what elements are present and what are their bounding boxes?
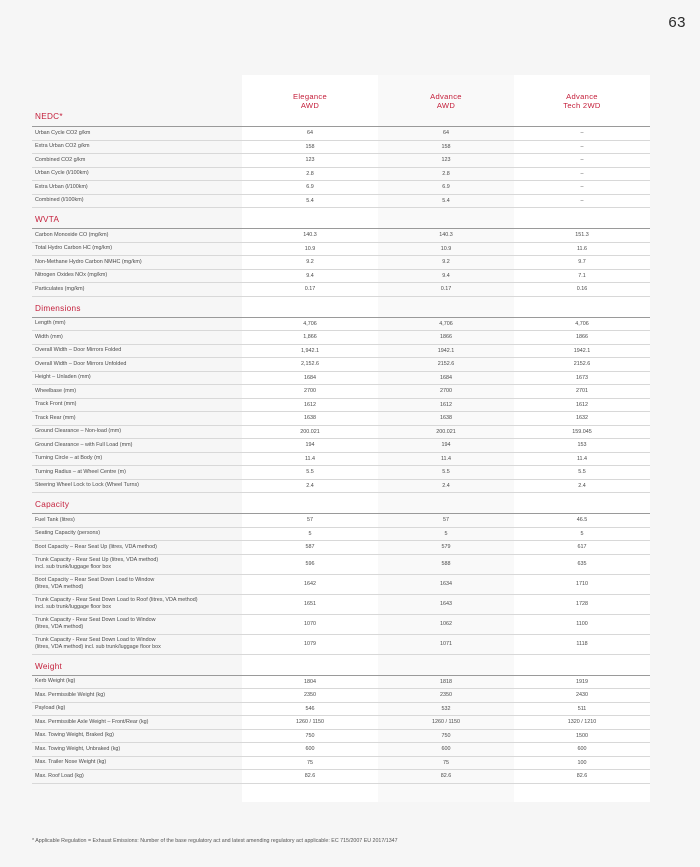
value-cell-col1: 600 xyxy=(305,746,315,753)
row-label xyxy=(32,759,242,766)
row-label-line1: Overall Width – Door Mirrors Unfolded xyxy=(35,360,127,367)
row-label xyxy=(32,197,242,204)
value-cell-col1: 194 xyxy=(305,442,315,449)
row-label xyxy=(32,272,242,279)
row-label xyxy=(32,455,242,462)
row-label xyxy=(32,388,242,395)
table-row xyxy=(32,555,650,575)
row-label-line2: incl. sub trunk/luggage floor box xyxy=(35,604,112,610)
value-cell-col1: 2.8 xyxy=(306,170,314,177)
value-cell-col1: 158 xyxy=(305,143,315,150)
table-row xyxy=(32,345,650,359)
value-cell-col3: 11.4 xyxy=(576,455,588,462)
value-cell-col3: 46.5 xyxy=(576,517,588,524)
value-cell-col3: 7.1 xyxy=(578,272,586,279)
row-label xyxy=(32,401,242,408)
table-row xyxy=(32,141,650,155)
table-row xyxy=(32,480,650,494)
row-label xyxy=(32,597,242,611)
value-cell-col3: 0.16 xyxy=(576,286,588,293)
row-label xyxy=(32,334,242,341)
footnote: * Applicable Regulation = Exhaust Emissions: Number of the base regulatory act and latest amending regulatory act applicable: EC 715/2007 EU 2017/1347 xyxy=(32,838,398,844)
value-cell-col3: – xyxy=(580,197,584,204)
table-row xyxy=(32,689,650,703)
value-cell-col1: 200.021 xyxy=(300,428,320,435)
value-cell-col2: 5.4 xyxy=(442,197,450,204)
value-cell-col1: 587 xyxy=(305,544,315,551)
row-label xyxy=(32,442,242,449)
value-cell-col2: 2.4 xyxy=(442,482,450,489)
row-label-line1: Height – Unladen (mm) xyxy=(35,374,91,381)
row-label-line1: Non-Methane Hydro Carbon NMHC (mg/km) xyxy=(35,258,142,265)
value-cell-col1: 1,866 xyxy=(303,334,317,341)
table-row xyxy=(32,595,650,615)
value-cell-col1: 750 xyxy=(305,732,315,739)
row-label xyxy=(32,705,242,712)
table-row xyxy=(32,541,650,555)
table-row xyxy=(32,318,650,332)
value-cell-col1: 5 xyxy=(308,530,312,537)
row-label-line1: Turning Radius – at Wheel Centre (m) xyxy=(35,468,126,475)
table-row xyxy=(32,127,650,141)
row-label xyxy=(32,732,242,739)
value-cell-col3: – xyxy=(580,143,584,150)
value-cell-col2: 5.5 xyxy=(442,469,450,476)
value-cell-col2: 1643 xyxy=(440,601,452,607)
row-label-line1: Wheelbase (mm) xyxy=(35,387,77,394)
row-label xyxy=(32,746,242,753)
value-cell-col3: 1118 xyxy=(576,641,588,647)
row-label xyxy=(32,469,242,476)
value-cell-col3: – xyxy=(580,157,584,164)
value-cell-col1: 0.17 xyxy=(304,286,316,293)
row-label-line1: Track Rear (mm) xyxy=(35,414,76,421)
value-cell-col1: 1684 xyxy=(304,374,316,381)
row-label-line2: incl. sub trunk/luggage floor box xyxy=(35,564,112,570)
value-cell-col2: 82.6 xyxy=(440,773,452,780)
value-cell-col2: 9.4 xyxy=(442,272,450,279)
value-cell-col2: 1866 xyxy=(440,334,452,341)
row-label xyxy=(32,170,242,177)
value-cell-col3: 1942.1 xyxy=(573,347,591,354)
value-cell-col1: 2700 xyxy=(304,388,316,395)
table-row xyxy=(32,270,650,284)
value-cell-col2: 10.9 xyxy=(440,245,452,252)
row-label-line1: Trunk Capacity - Rear Seat Up (litres, VDA method) xyxy=(35,557,159,563)
table-row xyxy=(32,243,650,257)
table-row xyxy=(32,730,650,744)
value-cell-col1: 9.2 xyxy=(306,259,314,266)
table-row xyxy=(32,757,650,771)
value-cell-col3: – xyxy=(580,130,584,137)
row-label-line1: Extra Urban (l/100km) xyxy=(35,183,88,190)
row-label xyxy=(32,577,242,591)
row-label-line2: (litres, VDA method) xyxy=(35,624,84,630)
row-label-line1: Max. Trailer Nose Weight (kg) xyxy=(35,759,107,766)
value-cell-col2: 11.4 xyxy=(440,455,452,462)
value-cell-col1: 1070 xyxy=(304,621,316,627)
value-cell-col1: 1638 xyxy=(304,415,316,422)
row-label-line1: Total Hydro Carbon HC (mg/km) xyxy=(35,245,112,252)
table-row xyxy=(32,466,650,480)
value-cell-col1: 1,942.1 xyxy=(301,347,319,354)
row-label xyxy=(32,320,242,327)
row-label xyxy=(32,719,242,726)
row-label-line1: Nitrogen Oxides NOx (mg/km) xyxy=(35,272,108,279)
value-cell-col1: 6.9 xyxy=(306,184,314,191)
table-row xyxy=(32,283,650,297)
value-cell-col1: 1612 xyxy=(304,401,316,408)
value-cell-col2: 0.17 xyxy=(440,286,452,293)
row-label-line1: Steering Wheel Lock to Lock (Wheel Turns) xyxy=(35,482,139,489)
value-cell-col3: 617 xyxy=(577,544,587,551)
value-cell-col1: 1260 / 1150 xyxy=(295,719,325,726)
value-cell-col3: 1632 xyxy=(576,415,588,422)
table-row xyxy=(32,615,650,635)
table-row xyxy=(32,385,650,399)
value-cell-col3: 82.6 xyxy=(576,773,588,780)
value-cell-col2: 2152.6 xyxy=(437,361,455,368)
row-label xyxy=(32,232,242,239)
row-label-line1: Payload (kg) xyxy=(35,705,66,712)
table-row xyxy=(32,426,650,440)
value-cell-col3: 5 xyxy=(580,530,584,537)
value-cell-col2: 2.8 xyxy=(442,170,450,177)
section-wvta xyxy=(32,209,650,297)
value-cell-col3: 9.7 xyxy=(578,259,586,266)
row-label-line1: Max. Permissible Axle Weight – Front/Rear (kg) xyxy=(35,718,149,725)
value-cell-col1: 75 xyxy=(307,759,313,766)
value-cell-col2: 1260 / 1150 xyxy=(431,719,461,726)
table-row xyxy=(32,743,650,757)
value-cell-col1: 1804 xyxy=(304,678,316,685)
row-label-line1: Carbon Monoxide CO (mg/km) xyxy=(35,231,109,238)
row-label-line1: Boot Capacity – Rear Seat Up (litres, VDA method) xyxy=(35,543,157,550)
value-cell-col3: – xyxy=(580,170,584,177)
column-header-3 xyxy=(514,92,650,110)
section-title: Weight xyxy=(32,656,650,676)
value-cell-col2: 158 xyxy=(441,143,451,150)
row-label xyxy=(32,361,242,368)
value-cell-col1: 2350 xyxy=(304,692,316,699)
row-label-line1: Turning Circle – at Body (m) xyxy=(35,455,103,462)
value-cell-col1: 10.9 xyxy=(304,245,316,252)
column-header-1 xyxy=(242,92,378,110)
row-label xyxy=(32,678,242,685)
column-header-line2: Tech 2WD xyxy=(563,101,601,110)
row-label xyxy=(32,544,242,551)
row-label-line1: Fuel Tank (litres) xyxy=(35,516,75,523)
row-label-line1: Max. Permissible Weight (kg) xyxy=(35,691,105,698)
value-cell-col1: 9.4 xyxy=(306,272,314,279)
section-title: WVTA xyxy=(32,209,650,229)
row-label-line1: Width (mm) xyxy=(35,333,63,340)
table-row xyxy=(32,195,650,209)
value-cell-col2: 75 xyxy=(443,759,449,766)
value-cell-col2: 1942.1 xyxy=(437,347,455,354)
spec-sections xyxy=(32,75,650,784)
value-cell-col2: 200.021 xyxy=(436,428,456,435)
value-cell-col3: 1612 xyxy=(576,401,588,408)
value-cell-col2: 123 xyxy=(441,157,451,164)
value-cell-col3: 1673 xyxy=(576,374,588,381)
value-cell-col3: 635 xyxy=(577,561,587,567)
value-cell-col3: 2701 xyxy=(576,388,588,395)
value-cell-col3: 2430 xyxy=(576,692,588,699)
table-row xyxy=(32,181,650,195)
row-label-line2: (litres, VDA method) incl. sub trunk/luggage floor box xyxy=(35,644,161,650)
value-cell-col3: 1100 xyxy=(576,621,588,627)
value-cell-col2: 1071 xyxy=(440,641,452,647)
row-label xyxy=(32,286,242,293)
row-label xyxy=(32,692,242,699)
page-number: 63 xyxy=(668,14,686,31)
column-header-line1: Elegance xyxy=(292,92,328,101)
table-row xyxy=(32,514,650,528)
value-cell-col3: – xyxy=(580,184,584,191)
row-label-line1: Ground Clearance – Non-load (mm) xyxy=(35,428,121,435)
row-label-line1: Trunk Capacity - Rear Seat Down Load to Roof (litres, VDA method) xyxy=(35,597,198,603)
value-cell-col1: 1642 xyxy=(304,581,316,587)
value-cell-col2: 1612 xyxy=(440,401,452,408)
value-cell-col1: 1079 xyxy=(304,641,316,647)
row-label xyxy=(32,415,242,422)
column-header-line1: Advance xyxy=(566,92,598,101)
value-cell-col2: 1062 xyxy=(440,621,452,627)
table-row xyxy=(32,331,650,345)
row-label-line1: Extra Urban CO2 g/km xyxy=(35,143,90,150)
row-label-line1: Trunk Capacity - Rear Seat Down Load to Window xyxy=(35,617,156,623)
value-cell-col2: 194 xyxy=(441,442,451,449)
value-cell-col3: 5.5 xyxy=(578,469,586,476)
value-cell-col1: 123 xyxy=(305,157,315,164)
row-label xyxy=(32,482,242,489)
row-label-line1: Length (mm) xyxy=(35,320,66,327)
table-row xyxy=(32,168,650,182)
value-cell-col1: 2.4 xyxy=(306,482,314,489)
value-cell-col3: 1866 xyxy=(576,334,588,341)
row-label-line2: (litres, VDA method) xyxy=(35,584,84,590)
row-label-line1: Urban Cycle CO2 g/km xyxy=(35,129,91,136)
value-cell-col1: 11.4 xyxy=(304,455,316,462)
table-row xyxy=(32,399,650,413)
value-cell-col2: 6.9 xyxy=(442,184,450,191)
column-header-line1: Advance xyxy=(430,92,462,101)
value-cell-col2: 1634 xyxy=(440,581,452,587)
value-cell-col1: 2,152.6 xyxy=(301,361,319,368)
value-cell-col2: 2700 xyxy=(440,388,452,395)
table-row xyxy=(32,770,650,784)
table-row xyxy=(32,439,650,453)
row-label-line1: Urban Cycle (l/100km) xyxy=(35,170,89,177)
table-row xyxy=(32,676,650,690)
row-label-line1: Trunk Capacity - Rear Seat Down Load to Window xyxy=(35,637,156,643)
row-label-line1: Kerb Weight (kg) xyxy=(35,678,76,685)
table-row xyxy=(32,358,650,372)
section-capacity xyxy=(32,494,650,655)
row-label-line1: Track Front (mm) xyxy=(35,401,77,408)
row-label-line1: Combined (l/100km) xyxy=(35,197,84,204)
spec-sheet xyxy=(32,75,650,784)
row-label-line1: Combined CO2 g/km xyxy=(35,156,86,163)
row-label-line1: Overall Width – Door Mirrors Folded xyxy=(35,347,122,354)
table-row xyxy=(32,575,650,595)
value-cell-col3: 11.6 xyxy=(576,245,588,252)
value-cell-col1: 4,706 xyxy=(303,320,317,327)
column-header-line2: AWD xyxy=(436,101,456,110)
row-label-line1: Particulates (mg/km) xyxy=(35,285,85,292)
row-label xyxy=(32,530,242,537)
value-cell-col3: 1500 xyxy=(576,732,588,739)
value-cell-col1: 82.6 xyxy=(304,773,316,780)
value-cell-col3: 151.3 xyxy=(575,232,589,239)
section-title: Capacity xyxy=(32,494,650,514)
row-label-line1: Boot Capacity – Rear Seat Down Load to Window xyxy=(35,577,155,583)
value-cell-col1: 57 xyxy=(307,517,313,524)
value-cell-col2: 4,706 xyxy=(439,320,453,327)
value-cell-col3: 100 xyxy=(577,759,587,766)
value-cell-col2: 588 xyxy=(441,561,451,567)
row-label xyxy=(32,245,242,252)
table-row xyxy=(32,716,650,730)
row-label-line1: Seating Capacity (persons) xyxy=(35,530,101,537)
value-cell-col3: 600 xyxy=(577,746,587,753)
value-cell-col2: 1684 xyxy=(440,374,452,381)
value-cell-col2: 1818 xyxy=(440,678,452,685)
section-dimensions xyxy=(32,298,650,494)
value-cell-col3: 2152.6 xyxy=(573,361,591,368)
row-label-line1: Max. Towing Weight, Unbraked (kg) xyxy=(35,745,121,752)
value-cell-col2: 57 xyxy=(443,517,449,524)
section-title-band xyxy=(32,75,650,127)
value-cell-col2: 1638 xyxy=(440,415,452,422)
column-header-line2: AWD xyxy=(300,101,320,110)
table-row xyxy=(32,703,650,717)
table-row xyxy=(32,528,650,542)
value-cell-col2: 140.3 xyxy=(439,232,453,239)
row-label xyxy=(32,517,242,524)
value-cell-col2: 600 xyxy=(441,746,451,753)
value-cell-col1: 546 xyxy=(305,705,315,712)
value-cell-col1: 64 xyxy=(307,130,313,137)
value-cell-col2: 532 xyxy=(441,705,451,712)
value-cell-col3: 511 xyxy=(577,705,587,712)
row-label xyxy=(32,347,242,354)
table-row xyxy=(32,229,650,243)
table-row xyxy=(32,635,650,655)
value-cell-col3: 1919 xyxy=(576,678,588,685)
value-cell-col2: 64 xyxy=(443,130,449,137)
table-row xyxy=(32,154,650,168)
section-title: Dimensions xyxy=(32,298,650,318)
value-cell-col3: 1728 xyxy=(576,601,588,607)
row-label xyxy=(32,259,242,266)
value-cell-col1: 5.5 xyxy=(306,469,314,476)
value-cell-col1: 1651 xyxy=(304,601,316,607)
row-label xyxy=(32,617,242,631)
row-label-line1: Max. Towing Weight, Braked (kg) xyxy=(35,732,114,739)
row-label xyxy=(32,130,242,137)
value-cell-col3: 2.4 xyxy=(578,482,586,489)
row-label xyxy=(32,157,242,164)
value-cell-col2: 579 xyxy=(441,544,451,551)
section-weight xyxy=(32,656,650,784)
row-label xyxy=(32,557,242,571)
table-row xyxy=(32,256,650,270)
row-label-line1: Ground Clearance – with Full Load (mm) xyxy=(35,441,133,448)
value-cell-col1: 596 xyxy=(305,561,315,567)
value-cell-col3: 153 xyxy=(577,442,587,449)
column-header-2 xyxy=(378,92,514,110)
row-label xyxy=(32,143,242,150)
value-cell-col2: 2350 xyxy=(440,692,452,699)
row-label xyxy=(32,184,242,191)
value-cell-col3: 159.045 xyxy=(572,428,592,435)
table-row xyxy=(32,372,650,386)
value-cell-col2: 5 xyxy=(444,530,448,537)
table-row xyxy=(32,412,650,426)
row-label-line1: Max. Roof Load (kg) xyxy=(35,772,84,779)
value-cell-col1: 5.4 xyxy=(306,197,314,204)
section-nedc xyxy=(32,75,650,208)
value-cell-col3: 1320 / 1210 xyxy=(567,719,597,726)
value-cell-col3: 1710 xyxy=(576,581,588,587)
row-label xyxy=(32,428,242,435)
row-label xyxy=(32,773,242,780)
value-cell-col1: 140.3 xyxy=(303,232,317,239)
value-cell-col2: 9.2 xyxy=(442,259,450,266)
row-label xyxy=(32,374,242,381)
value-cell-col3: 4,706 xyxy=(575,320,589,327)
section-title: NEDC* xyxy=(35,112,63,121)
table-row xyxy=(32,453,650,467)
value-cell-col2: 750 xyxy=(441,732,451,739)
row-label xyxy=(32,637,242,651)
